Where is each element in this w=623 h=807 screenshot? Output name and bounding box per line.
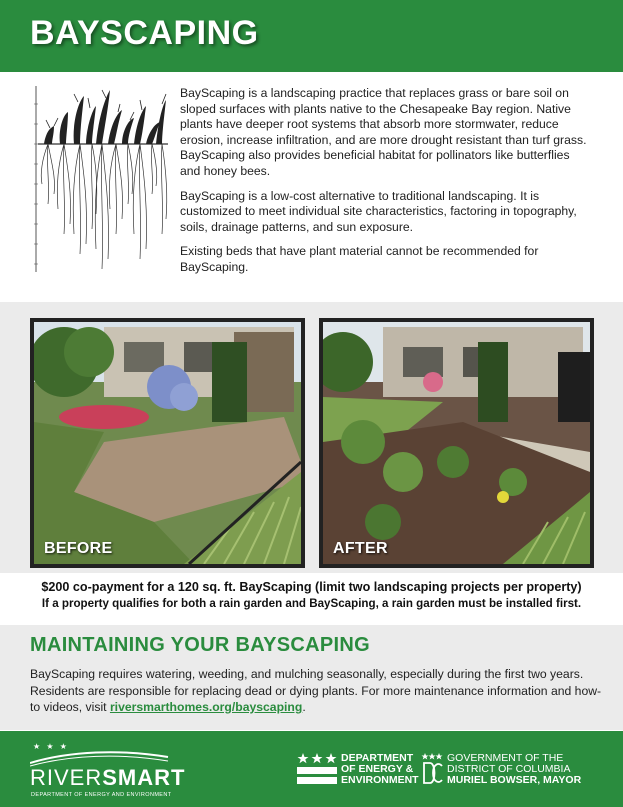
dc-government-logo-icon — [421, 752, 443, 786]
intro-paragraph-2: BayScaping is a low-cost alternative to traditional landscaping. It is customized to meet individual site characteristics, factoring in topography, soils, drainage patterns, and sun exposure. — [180, 188, 577, 234]
doee-logo-text — [341, 753, 419, 786]
bayscaping-link[interactable]: riversmarthomes.org/bayscaping — [109, 700, 303, 714]
maintenance-body: BayScaping requires watering, weeding, and mulching seasonally, especially during the first two years. Residents are responsible for replacing dead or dying plants. For more maintenance information and how-to videos, visit — [30, 667, 602, 714]
maintenance-text — [30, 666, 605, 716]
maintenance-heading: MAINTAINING YOUR BAYSCAPING — [30, 634, 370, 656]
root-systems-illustration — [30, 84, 170, 274]
intro-text — [180, 86, 592, 285]
riversmart-name-bold: SMART — [102, 765, 186, 790]
dc-flag-icon — [297, 751, 337, 785]
after-label: AFTER — [333, 540, 388, 557]
maintenance-end: . — [302, 700, 306, 714]
rain-garden-priority-line: If a property qualifies for both a rain garden and BayScaping, a rain garden must be installed first. — [41, 597, 582, 610]
dc-line-2: DISTRICT OF COLUMBIA — [447, 763, 571, 775]
dc-line-1: GOVERNMENT OF THE — [447, 752, 564, 764]
dc-government-text — [447, 753, 581, 786]
dc-mayor-line: MURIEL BOWSER, MAYOR — [447, 774, 582, 786]
doee-line-3: ENVIRONMENT — [341, 774, 419, 786]
doee-line-1: DEPARTMENT — [341, 752, 414, 764]
copayment-info — [0, 579, 623, 612]
footer — [0, 731, 623, 807]
copayment-line: $200 co-payment for a 120 sq. ft. BayScaping (limit two landscaping projects per property) — [41, 580, 582, 594]
riversmart-subtitle: DEPARTMENT OF ENERGY AND ENVIRONMENT — [31, 792, 172, 798]
before-after-photos — [0, 302, 623, 573]
after-photo — [319, 318, 594, 568]
riversmart-stars: ★ ★ ★ — [33, 742, 69, 751]
header-banner — [0, 0, 623, 72]
page-title: BAYSCAPING — [30, 14, 259, 52]
riversmart-logo — [30, 765, 185, 791]
before-photo — [30, 318, 305, 568]
intro-paragraph-1: BayScaping is a landscaping practice that replaces grass or bare soil on sloped surfaces with plants native to the Chesapeake Bay region. Native plants have deeper root systems that absorb more stormwater, reduce erosion, increase infiltration, and are more drought resistant than turf grass. BayScaping also provides beneficial habitat for pollinators like butterflies and honey bees. — [180, 86, 587, 178]
riversmart-swoosh-icon — [30, 747, 170, 767]
riversmart-name-light: RIVER — [30, 765, 103, 790]
before-label: BEFORE — [44, 540, 113, 557]
doee-line-2: OF ENERGY & — [341, 763, 414, 775]
intro-paragraph-3: Existing beds that have plant material cannot be recommended for BayScaping. — [180, 244, 539, 274]
maintenance-section — [0, 625, 623, 730]
